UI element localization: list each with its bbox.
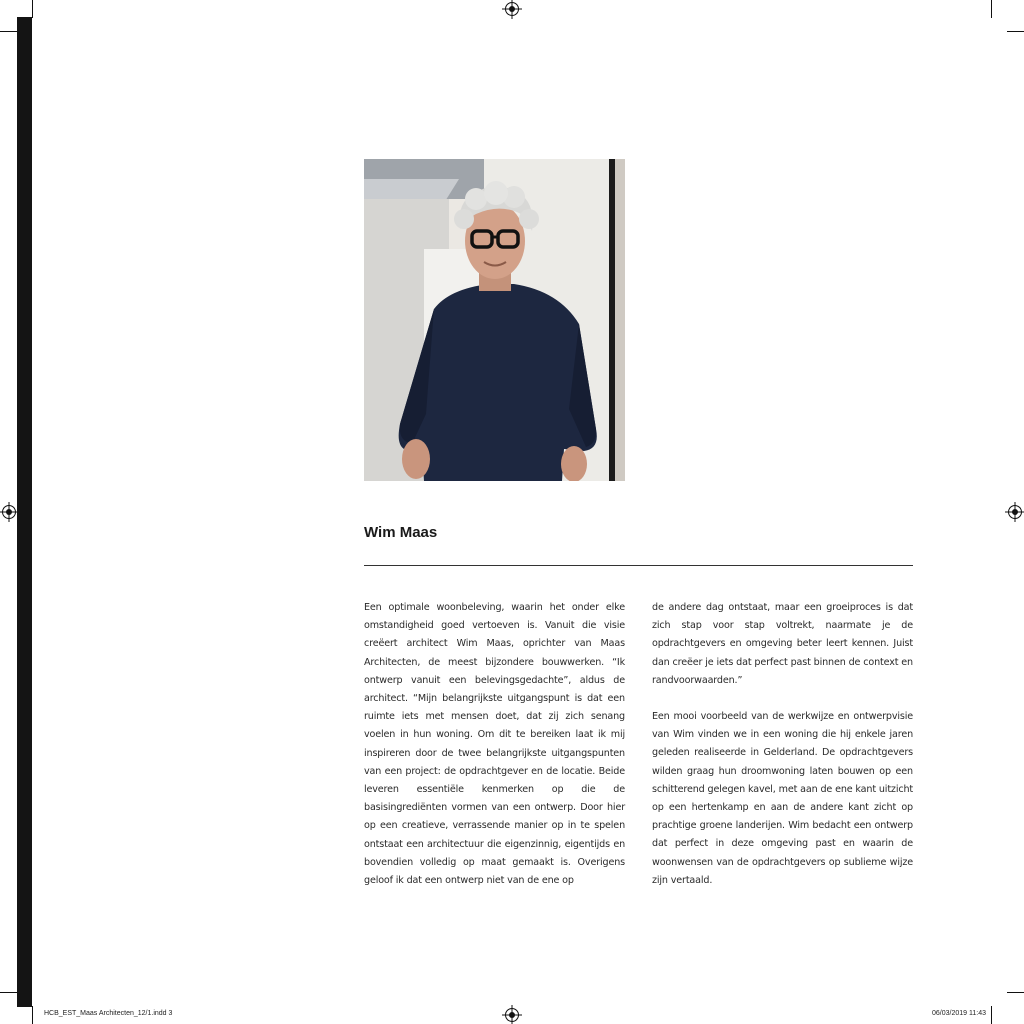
paragraph: de andere dag ontstaat, maar een groeiproces is dat zich stap voor stap voltrekt, naarmate je de opdrachtgevers en omgeving beter leert kennen. Juist dan creëer je iets dat perfect past binnen de context en randvoorwaarden.” bbox=[652, 602, 913, 686]
crop-mark-top-left bbox=[32, 0, 33, 18]
article-column-right bbox=[652, 599, 913, 890]
crop-mark-top-left-h bbox=[0, 31, 17, 32]
slug-filename: HCB_EST_Maas Architecten_12/1.indd 3 bbox=[44, 1010, 173, 1017]
portrait-photo bbox=[364, 159, 625, 481]
crop-mark-bottom-right bbox=[991, 1006, 992, 1024]
crop-mark-top-right bbox=[991, 0, 992, 18]
registration-mark-icon bbox=[1008, 505, 1022, 519]
crop-mark-top-right-h bbox=[1007, 31, 1024, 32]
person-name-heading: Wim Maas bbox=[364, 524, 438, 541]
registration-mark-icon bbox=[505, 2, 519, 16]
heading-divider bbox=[364, 565, 913, 566]
crop-mark-bottom-right-h bbox=[1007, 992, 1024, 993]
paragraph: Een optimale woonbeleving, waarin het onder elke omstandigheid goed vertoeven is. Vanuit die visie creëert architect Wim Maas, oprichter van Maas Architecten, de meest bijzondere bouwwerken. “Ik ontwerp vanuit een belevingsgedachte”, aldus de architect. “Mijn belangrijkste uitgangspunt is dat een ruimte iets met mensen doet, dat zij zich senang voelen in hun woning. Om dit te bereiken laat ik mij inspireren door de twee belangrijkste uitgangspunten van een project: de opdrachtgever en de locatie. Beide leveren essentiële kenmerken op die de basisingrediënten vormen van een ontwerp. Door hier op een creatieve, verrassende manier op in te spelen ontstaat een architectuur die eigenzinnig, eigentijds en bovendien volledig op maat gemaakt is. Overigens geloof ik dat een ontwerp niet van de ene op bbox=[364, 602, 625, 887]
registration-mark-icon bbox=[2, 505, 16, 519]
portrait-illustration bbox=[364, 159, 625, 481]
slug-datetime: 06/03/2019 11:43 bbox=[932, 1010, 986, 1017]
crop-mark-bottom-left-h bbox=[0, 992, 17, 993]
registration-mark-icon bbox=[505, 1008, 519, 1022]
crop-mark-bottom-left bbox=[32, 1006, 33, 1024]
paragraph: Een mooi voorbeeld van de werkwijze en ontwerpvisie van Wim vinden we in een woning die hij enkele jaren geleden realiseerde in Gelderland. De opdrachtgevers wilden graag hun droomwoning laten bouwen op een schitterend gelegen kavel, met aan de ene kant uitzicht op een hertenkamp en aan de andere kant zicht op prachtige groene landerijen. Wim bedacht een ontwerp dat perfect in deze omgeving past en waarin de woonwensen van de opdrachtgevers op sublieme wijze zijn vertaald. bbox=[652, 711, 913, 886]
article-column-left bbox=[364, 599, 625, 890]
page-spine-bar bbox=[17, 17, 32, 1007]
